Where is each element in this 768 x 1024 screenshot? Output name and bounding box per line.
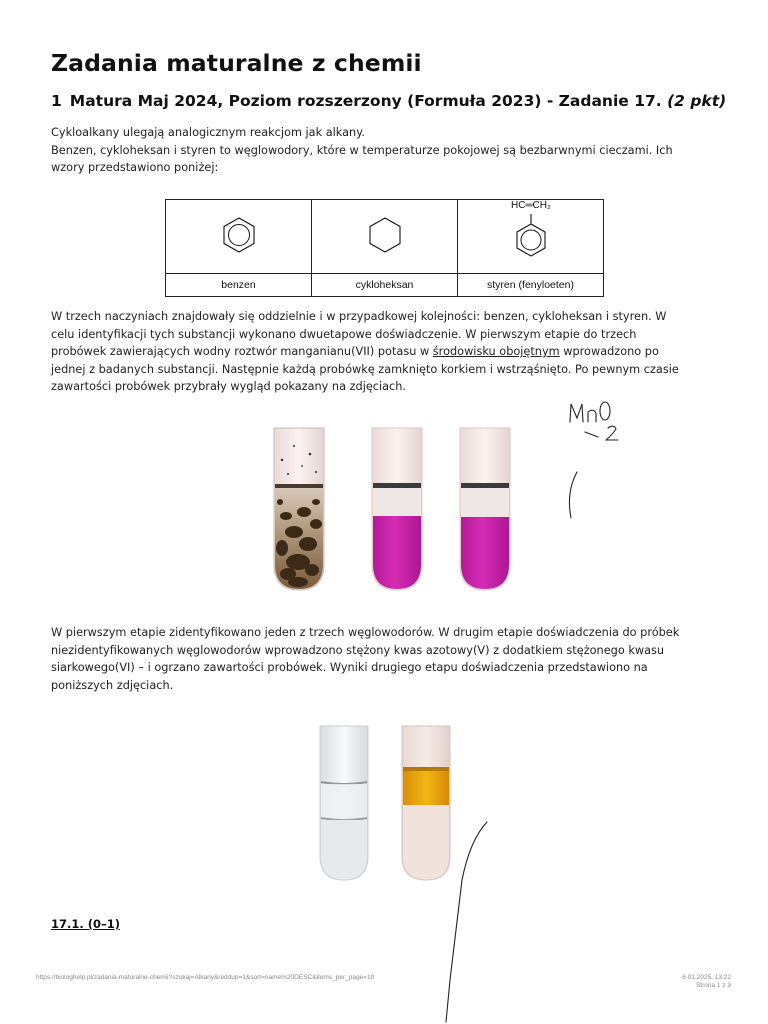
footer-meta [682,974,731,990]
task-points: (2 pkt) [667,92,727,110]
experiment1-text-after: wprowadzono po jednej z badanych substancji. Następnie każdą probówkę zamknięto korkiem i wstrząśnięto. Po pewnym czasie zawartości probówek przybrały wygląd pokazany na zdjęciach. [51,345,679,393]
intro-line-2: Benzen, cykloheksan i styren to węglowodory, które w temperaturze pokojowej są bezbarwnymi cieczami. Ich wzory przedstawiono poniżej: [51,143,673,174]
experiment1-paragraph [51,308,691,396]
handwritten-note-text: MnO₂ [0,0,3,1]
styrene-vinyl-label: HC═CH₂ [511,200,551,211]
experiment1-underlined: środowisku obojętnym [432,345,560,358]
experiment2-text: W pierwszym etapie zidentyfikowano jeden z trzech węglowodorów. W drugim etapie doświadczenia do próbek niezidentyfikowanych węglowodorów wprowadzono stężony kwas azotowy(V) z dodatkiem stężonego kwasu siarkowego(VI) – i ogrzano zawartości probówek. Wyniki drugiego etapu doświadczenia przedstawiono na poniższych zdjęciach. [51,626,680,692]
tube-3-purple [460,428,510,590]
styrene-name: styren (fenyloeten) [458,274,604,297]
task-title: Matura Maj 2024, Poziom rozszerzony (Formuła 2023) - Zadanie 17. [69,92,662,110]
benzene-cell [166,200,312,274]
experiment1-photo [268,424,516,594]
tube-5-orange [402,726,450,880]
tube-1-brown [274,428,324,590]
experiment2-paragraph [51,624,691,694]
tube-2-purple [372,428,422,590]
benzene-structure [209,205,269,265]
styrene-structure [501,210,561,270]
page-title: Zadania maturalne z chemii [51,49,422,77]
task-heading [51,92,726,110]
formula-table [165,199,604,297]
experiment2-photo [312,722,460,886]
cyclohexane-structure [355,205,415,265]
experiment1-text-before: W trzech naczyniach znajdowały się oddzielnie i w przypadkowej kolejności: benzen, cykloheksan i styren. W celu identyfikacji tych substancji wykonano dwuetapowe doświadczenie. W pierwszym etapie do trzech probówek zawierających wodny roztwór manganianu(VII) potasu w [51,310,667,358]
task-number: 1 [51,92,62,110]
intro-line-1: Cykloalkany ulegają analogicznym reakcjom jak alkany. [51,126,365,139]
styrene-cell [458,200,604,274]
footer-url[interactable]: https://biologhelp.pl/zadania-maturalne-chemii?szukaj=Alkany&reddup=1&sort=name%20DESC&items_per_page=10 [36,974,375,981]
cyclohexane-cell [312,200,458,274]
footer-date: 6.01.2025, 13:22 [682,974,731,981]
benzene-name: benzen [166,274,312,297]
subtask-label: 17.1. (0–1) [51,917,121,931]
tube-4-colorless [320,726,368,880]
footer-page: Strona 1 z 3 [695,982,731,989]
intro-paragraph [51,124,691,177]
cyclohexane-name: cykloheksan [312,274,458,297]
